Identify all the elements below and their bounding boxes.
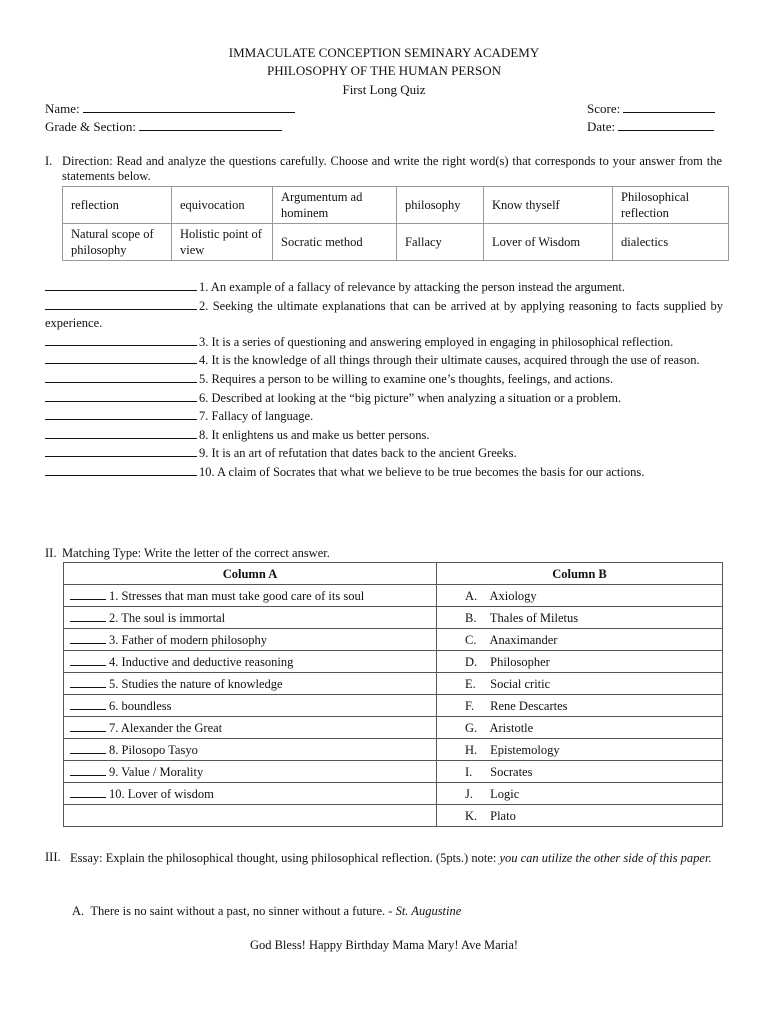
- matching-row: [64, 585, 723, 607]
- part3-instruction-text: Essay: Explain the philosophical thought, using philosophical reflection. (5pts.) note:: [70, 851, 500, 865]
- word-bank-row: [63, 224, 729, 261]
- part2-number: II.: [45, 546, 57, 560]
- column-b-item: Socrates: [490, 764, 533, 779]
- column-a-cell: [64, 585, 437, 607]
- subject-title: PHILOSOPHY OF THE HUMAN PERSON: [266, 63, 502, 78]
- word-bank-cell: equivocation: [172, 187, 273, 224]
- match-answer-blank[interactable]: [70, 588, 106, 600]
- question-item: [45, 297, 723, 333]
- school-name: IMMACULATE CONCEPTION SEMINARY ACADEMY: [228, 45, 540, 60]
- column-b-header: Column B: [437, 563, 723, 585]
- answer-blank[interactable]: [45, 278, 197, 291]
- match-answer-blank[interactable]: [70, 676, 106, 688]
- matching-row: [64, 607, 723, 629]
- essay-quote-author: St. Augustine: [395, 904, 462, 918]
- column-b-letter: D.: [465, 654, 478, 669]
- grade-section-blank[interactable]: [139, 118, 282, 131]
- match-answer-blank[interactable]: [70, 742, 106, 754]
- question-text: 2. Seeking the ultimate explanations that can be arrived at by applying reasoning to facts supplied by experience.: [45, 298, 723, 331]
- question-item: [45, 463, 723, 482]
- column-b-letter: G.: [465, 720, 478, 735]
- matching-table: [63, 562, 723, 827]
- word-bank-cell: Lover of Wisdom: [484, 224, 613, 261]
- essay-quote: There is no saint without a past, no sinner without a future. -: [90, 904, 396, 918]
- name-blank[interactable]: [83, 100, 295, 113]
- match-answer-blank[interactable]: [70, 654, 106, 666]
- question-item: [45, 278, 723, 297]
- question-text: 10. A claim of Socrates that what we believe to be true becomes the basis for our actions.: [199, 464, 645, 479]
- column-b-cell: [437, 651, 723, 673]
- column-a-header: Column A: [64, 563, 437, 585]
- word-bank-cell: Philosophical reflection: [613, 187, 729, 224]
- column-a-cell: [64, 651, 437, 673]
- column-b-item: Plato: [490, 808, 516, 823]
- column-a-item: 10. Lover of wisdom: [109, 786, 214, 801]
- matching-row: [64, 673, 723, 695]
- essay-item-a: [72, 904, 722, 919]
- answer-blank[interactable]: [45, 463, 197, 476]
- word-bank-cell: Fallacy: [397, 224, 484, 261]
- column-a-cell: [64, 717, 437, 739]
- column-b-item: Aristotle: [489, 720, 534, 735]
- match-answer-blank[interactable]: [70, 632, 106, 644]
- column-b-cell: [437, 717, 723, 739]
- column-b-cell: [437, 585, 723, 607]
- answer-blank[interactable]: [45, 370, 197, 383]
- word-bank-row: [63, 187, 729, 224]
- grade-section-label: Grade & Section:: [45, 119, 136, 134]
- date-label: Date:: [587, 119, 616, 134]
- column-a-cell: [64, 761, 437, 783]
- word-bank-cell: Socratic method: [273, 224, 397, 261]
- column-b-item: Rene Descartes: [490, 698, 568, 713]
- answer-blank[interactable]: [45, 426, 197, 439]
- part3-instruction: [70, 850, 722, 867]
- word-bank-table: [62, 186, 729, 261]
- word-bank-cell: dialectics: [613, 224, 729, 261]
- matching-row: [64, 651, 723, 673]
- column-a-cell: [64, 805, 437, 827]
- answer-blank[interactable]: [45, 407, 197, 420]
- word-bank-cell: Argumentum ad hominem: [273, 187, 397, 224]
- question-text: 4. It is the knowledge of all things through their ultimate causes, acquired through the use of reason.: [199, 353, 700, 368]
- question-item: [45, 389, 723, 408]
- column-b-letter: E.: [465, 676, 476, 691]
- column-b-letter: A.: [465, 588, 478, 603]
- column-b-letter: H.: [465, 742, 478, 757]
- column-b-item: Axiology: [489, 588, 537, 603]
- column-b-letter: J.: [465, 786, 473, 801]
- column-b-cell: [437, 629, 723, 651]
- column-a-cell: [64, 673, 437, 695]
- question-text: 7. Fallacy of language.: [199, 409, 314, 424]
- column-a-cell: [64, 695, 437, 717]
- answer-blank[interactable]: [45, 351, 197, 364]
- column-b-item: Thales of Miletus: [489, 610, 579, 625]
- part3-note: you can utilize the other side of this paper.: [499, 851, 712, 865]
- question-text: 3. It is a series of questioning and answering employed in engaging in philosophical reflection.: [199, 334, 674, 349]
- answer-blank[interactable]: [45, 444, 197, 457]
- column-b-cell: [437, 673, 723, 695]
- part2-direction: Matching Type: Write the letter of the correct answer.: [62, 546, 330, 560]
- column-b-letter: C.: [465, 632, 477, 647]
- matching-header-row: [64, 563, 723, 585]
- question-text: 6. Described at looking at the “big picture” when analyzing a situation or a problem.: [199, 390, 622, 405]
- date-blank[interactable]: [618, 118, 714, 131]
- word-bank-cell: philosophy: [397, 187, 484, 224]
- column-b-letter: B.: [465, 610, 477, 625]
- column-a-cell: [64, 739, 437, 761]
- grade-date-row: [45, 118, 723, 135]
- question-text: 9. It is an art of refutation that dates back to the ancient Greeks.: [199, 446, 517, 461]
- matching-row: [64, 739, 723, 761]
- matching-row: [64, 783, 723, 805]
- column-a-cell: [64, 607, 437, 629]
- matching-row: [64, 695, 723, 717]
- question-item: [45, 351, 723, 370]
- matching-row: [64, 717, 723, 739]
- column-a-item: 9. Value / Morality: [109, 764, 204, 779]
- match-answer-blank[interactable]: [70, 764, 106, 776]
- column-b-cell: [437, 607, 723, 629]
- word-bank-cell: Natural scope of philosophy: [63, 224, 172, 261]
- question-item: [45, 444, 723, 463]
- column-b-letter: F.: [465, 698, 475, 713]
- column-b-item: Anaximander: [489, 632, 558, 647]
- score-label: Score:: [587, 101, 621, 116]
- quiz-title: First Long Quiz: [342, 82, 426, 97]
- column-b-item: Social critic: [490, 676, 551, 691]
- column-a-item: 6. boundless: [109, 698, 172, 713]
- column-b-cell: [437, 783, 723, 805]
- part1-direction: Direction: Read and analyze the questions carefully. Choose and write the right word(s) that corresponds to your answer from the statements below.: [62, 154, 722, 183]
- name-label: Name:: [45, 101, 80, 116]
- column-b-item: Epistemology: [490, 742, 560, 757]
- word-bank-cell: reflection: [63, 187, 172, 224]
- column-b-cell: [437, 739, 723, 761]
- question-text: 1. An example of a fallacy of relevance by attacking the person instead the argument.: [199, 280, 625, 294]
- question-item: [45, 370, 723, 389]
- match-answer-blank[interactable]: [70, 698, 106, 710]
- match-answer-blank[interactable]: [70, 720, 106, 732]
- question-item: [45, 407, 723, 426]
- column-a-item: 8. Pilosopo Tasyo: [109, 742, 198, 757]
- question-item: [45, 426, 723, 445]
- footer-blessing: God Bless! Happy Birthday Mama Mary! Ave Maria!: [249, 938, 519, 952]
- column-a-item: 2. The soul is immortal: [109, 610, 226, 625]
- column-a-item: 3. Father of modern philosophy: [109, 632, 267, 647]
- column-a-item: 4. Inductive and deductive reasoning: [109, 654, 294, 669]
- column-a-cell: [64, 783, 437, 805]
- matching-row: [64, 761, 723, 783]
- word-bank-cell: Know thyself: [484, 187, 613, 224]
- question-text: 8. It enlightens us and make us better persons.: [199, 427, 430, 442]
- column-a-item: 5. Studies the nature of knowledge: [109, 676, 283, 691]
- match-answer-blank[interactable]: [70, 610, 106, 622]
- matching-row: [64, 805, 723, 827]
- answer-blank[interactable]: [45, 297, 197, 310]
- part3-number: III.: [45, 850, 61, 864]
- column-a-item: 7. Alexander the Great: [109, 720, 223, 735]
- question-item: [45, 333, 723, 352]
- word-bank-cell: Holistic point of view: [172, 224, 273, 261]
- column-b-cell: [437, 805, 723, 827]
- answer-blank[interactable]: [45, 389, 197, 402]
- column-b-cell: [437, 695, 723, 717]
- essay-item-letter: A.: [72, 904, 85, 918]
- matching-row: [64, 629, 723, 651]
- column-b-cell: [437, 761, 723, 783]
- match-answer-blank[interactable]: [70, 786, 106, 798]
- column-a-cell: [64, 629, 437, 651]
- score-blank[interactable]: [623, 100, 715, 113]
- column-b-item: Philosopher: [490, 654, 550, 669]
- column-b-item: Logic: [490, 786, 520, 801]
- question-list: [45, 278, 723, 482]
- name-score-row: [45, 100, 723, 117]
- column-b-letter: I.: [465, 764, 473, 779]
- answer-blank[interactable]: [45, 333, 197, 346]
- question-text: 5. Requires a person to be willing to examine one’s thoughts, feelings, and actions.: [199, 371, 614, 386]
- column-a-item: 1. Stresses that man must take good care of its soul: [109, 588, 365, 603]
- column-b-letter: K.: [465, 808, 478, 823]
- part1-number: I.: [45, 154, 53, 168]
